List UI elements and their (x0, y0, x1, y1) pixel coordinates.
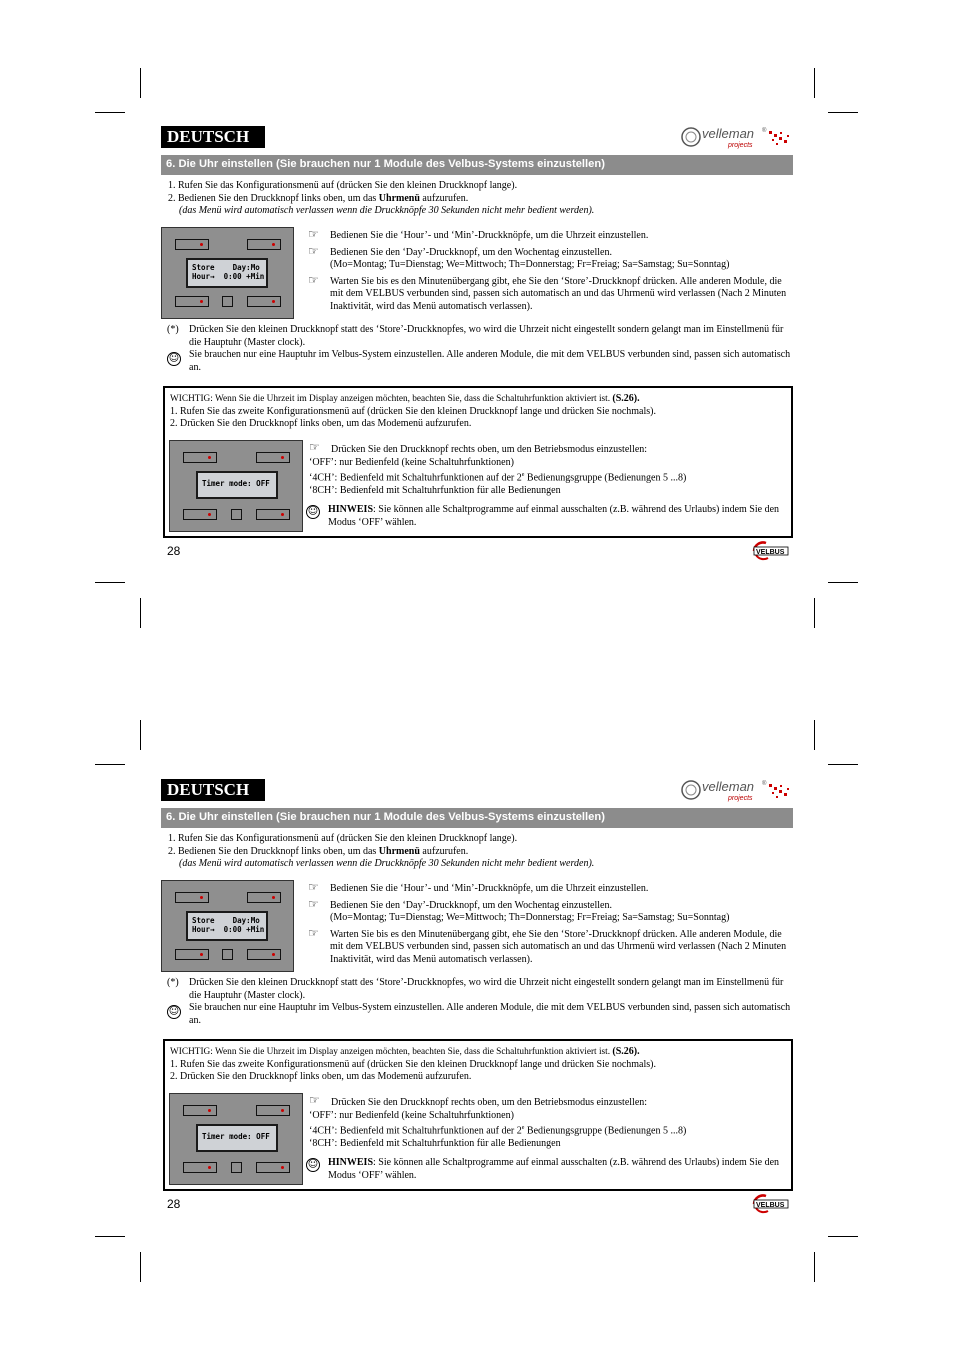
device-button (247, 296, 281, 307)
pointing-hand-icon: ☞ (309, 440, 320, 454)
device-small-button (222, 296, 233, 307)
lcd-display: Store Day:Mo Hour→ 0:00 +Min (186, 911, 268, 941)
crop-mark (828, 764, 858, 765)
footnote-label: (*) (167, 324, 179, 335)
svg-text:velleman: velleman (702, 779, 755, 794)
lcd-display: Timer mode: OFF (196, 471, 278, 499)
device-button (247, 949, 281, 960)
pointing-hand-icon: ☞ (308, 243, 319, 258)
device-button (183, 509, 217, 520)
footnote-label: (*) (167, 977, 179, 988)
important-box (163, 386, 793, 538)
mode-instruction: ☞ Drücken Sie den Druckknopf rechts oben, um den Betriebsmodus einzustellen: (309, 1093, 648, 1108)
device-button (183, 452, 217, 463)
lcd-display: Timer mode: OFF (196, 1124, 278, 1152)
mode-4ch: ‘4CH’: Bedienfeld mit Schaltuhrfunktionen auf der 2e Bedienungsgruppe (Bedienungen 5 ...8) (309, 1125, 687, 1137)
footnote (167, 324, 793, 374)
page-number: 28 (167, 1197, 181, 1211)
instruction-item: ☞ Warten Sie bis es den Minutenübergang gibt, ehe Sie den ‘Store’-Druckknopf drücken. Alle anderen Module, die mit dem VELBUS verbunden sind, passen sich automatisch an und das Uhrmenü wird verlassen (Nach 2 Minuten Inaktivität, wird das Menü automatisch verlassen). (308, 925, 787, 965)
crop-mark (828, 112, 858, 113)
mode-8ch: ‘8CH’: Bedienfeld mit Schaltuhrfunktion für alle Bedienungen (309, 1137, 561, 1149)
mode-8ch: ‘8CH’: Bedienfeld mit Schaltuhrfunktion für alle Bedienungen (309, 484, 561, 496)
crop-mark (814, 720, 815, 750)
device-button (175, 296, 209, 307)
velbus-logo (751, 1192, 791, 1214)
manual-page-top (161, 126, 793, 566)
pointing-hand-icon: ☞ (308, 880, 319, 894)
device-small-button (222, 949, 233, 960)
mode-4ch: ‘4CH’: Bedienfeld mit Schaltuhrfunktionen auf der 2e Bedienungsgruppe (Bedienungen 5 ...8) (309, 472, 687, 484)
mode-step-1: 1. Rufen Sie das zweite Konfigurationsmenü auf (drücken Sie den kleinen Druckknopf lange und drücken Sie nochmals). (170, 1058, 656, 1070)
smiley-note: Sie brauchen nur eine Hauptuhr im Velbus-System einzustellen. Alle anderen Module, die mit dem VELBUS verbunden sind, passen sich automatisch an. (189, 1002, 791, 1026)
crop-mark (140, 1252, 141, 1282)
velleman-logo (681, 124, 793, 150)
intro-step-2: 2. Bedienen Sie den Druckknopf links oben, um das Uhrmenü aufzurufen. (168, 845, 469, 857)
mode-step-1: 1. Rufen Sie das zweite Konfigurationsmenü auf (drücken Sie den kleinen Druckknopf lange und drücken Sie nochmals). (170, 405, 656, 417)
smiley-note: Sie brauchen nur eine Hauptuhr im Velbus-System einzustellen. Alle anderen Module, die mit dem VELBUS verbunden sind, passen sich automatisch an. (189, 349, 791, 373)
device-button (183, 1162, 217, 1173)
instruction-item: ☞ Warten Sie bis es den Minutenübergang gibt, ehe Sie den ‘Store’-Druckknopf drücken. Alle anderen Module, die mit dem VELBUS verbunden sind, passen sich automatisch an und das Uhrmenü wird verlassen (Nach 2 Minuten Inaktivität, wird das Menü automatisch verlassen). (308, 272, 787, 312)
device-button (175, 892, 209, 903)
svg-text:VELBUS: VELBUS (756, 549, 785, 556)
svg-text:projects: projects (728, 142, 753, 149)
device-button (175, 949, 209, 960)
device-button (256, 509, 290, 520)
crop-mark (140, 720, 141, 750)
smiley-icon: ☺ (307, 1159, 319, 1170)
mode-step-2: 2. Drücken Sie den Druckknopf links oben, um das Modemenü aufzurufen. (170, 418, 472, 429)
clock-menu-illustration (161, 227, 294, 319)
clock-instructions (308, 227, 793, 317)
crop-mark (95, 582, 125, 583)
clock-instructions (308, 880, 793, 970)
instruction-item: ☞ Bedienen Sie die ‘Hour’- und ‘Min’-Druckknöpfe, um die Uhrzeit einzustellen. (308, 880, 649, 894)
mode-options (309, 1093, 789, 1150)
section-heading: 6. Die Uhr einstellen (Sie brauchen nur 1 Module des Velbus-Systems einzustellen) (161, 155, 793, 175)
svg-text:®: ® (762, 781, 767, 787)
hinweis-note: HINWEIS: Sie können alle Schaltprogramme auf einmal ausschalten (z.B. während des Urlaubs) indem Sie den Modus ‘OFF’ wählen. (328, 1157, 780, 1181)
svg-text:®: ® (762, 128, 767, 134)
intro-step-1: 1. Rufen Sie das Konfigurationsmenü auf (drücken Sie den kleinen Druckknopf lange). (168, 833, 518, 844)
pointing-hand-icon: ☞ (308, 272, 319, 287)
pointing-hand-icon: ☞ (308, 925, 319, 940)
pointing-hand-icon: ☞ (308, 896, 319, 911)
intro-note: (das Menü wird automatisch verlassen wenn die Druckknöpfe 30 Sekunden nicht mehr bedient werden). (179, 205, 595, 216)
crop-mark (814, 1252, 815, 1282)
crop-mark (828, 1236, 858, 1237)
velleman-logo (681, 777, 793, 803)
svg-text:projects: projects (728, 795, 753, 802)
crop-mark (814, 598, 815, 628)
intro-steps (168, 180, 594, 218)
device-button (247, 892, 281, 903)
language-badge: DEUTSCH (161, 126, 265, 148)
hinweis-note: HINWEIS: Sie können alle Schaltprogramme auf einmal ausschalten (z.B. während des Urlaubs) indem Sie den Modus ‘OFF’ wählen. (328, 504, 780, 528)
important-note: WICHTIG: Wenn Sie die Uhrzeit im Display anzeigen möchten, beachten Sie, dass die Schaltuhrfunktion aktiviert ist. (S.26). (170, 1046, 640, 1057)
device-small-button (231, 509, 242, 520)
clock-menu-illustration (161, 880, 294, 972)
device-button (175, 239, 209, 250)
smiley-icon: ☺ (307, 506, 319, 517)
manual-page-bottom (161, 779, 793, 1219)
instruction-item: ☞ Bedienen Sie den ‘Day’-Druckknopf, um den Wochentag einzustellen. (Mo=Montag; Tu=Dienstag; We=Mittwoch; Th=Donnerstag; Fr=Freiag; Sa=Samstag; Su=Sonntag) (308, 243, 730, 270)
section-heading: 6. Die Uhr einstellen (Sie brauchen nur 1 Module des Velbus-Systems einzustellen) (161, 808, 793, 828)
footnote-text: Drücken Sie den kleinen Druckknopf statt des ‘Store’-Druckknopfes, wo wird die Uhrzeit nicht eingestellt sondern gelangt man im Einstellmenü für die Hauptuhr (Master clock). (189, 324, 784, 348)
mode-options (309, 440, 789, 497)
intro-note: (das Menü wird automatisch verlassen wenn die Druckknöpfe 30 Sekunden nicht mehr bedient werden). (179, 858, 595, 869)
device-button (256, 1162, 290, 1173)
device-button (256, 1105, 290, 1116)
intro-step-2: 2. Bedienen Sie den Druckknopf links oben, um das Uhrmenü aufzurufen. (168, 192, 469, 204)
intro-steps (168, 833, 594, 871)
footnote (167, 977, 793, 1027)
device-small-button (231, 1162, 242, 1173)
timer-mode-illustration (169, 1093, 303, 1185)
timer-mode-illustration (169, 440, 303, 532)
device-button (247, 239, 281, 250)
crop-mark (814, 68, 815, 98)
crop-mark (95, 112, 125, 113)
footnote-text: Drücken Sie den kleinen Druckknopf statt des ‘Store’-Druckknopfes, wo wird die Uhrzeit nicht eingestellt sondern gelangt man im Einstellmenü für die Hauptuhr (Master clock). (189, 977, 784, 1001)
svg-text:VELBUS: VELBUS (756, 1202, 785, 1209)
velbus-logo (751, 539, 791, 561)
mode-off: ‘OFF’: nur Bedienfeld (keine Schaltuhrfunktionen) (309, 456, 514, 468)
crop-mark (140, 598, 141, 628)
mode-off: ‘OFF’: nur Bedienfeld (keine Schaltuhrfunktionen) (309, 1109, 514, 1121)
mode-instruction: ☞ Drücken Sie den Druckknopf rechts oben, um den Betriebsmodus einzustellen: (309, 440, 648, 455)
important-box (163, 1039, 793, 1191)
svg-text:velleman: velleman (702, 126, 755, 141)
crop-mark (140, 68, 141, 98)
device-button (183, 1105, 217, 1116)
instruction-item: ☞ Bedienen Sie den ‘Day’-Druckknopf, um den Wochentag einzustellen. (Mo=Montag; Tu=Dienstag; We=Mittwoch; Th=Donnerstag; Fr=Freiag; Sa=Samstag; Su=Sonntag) (308, 896, 730, 923)
mode-step-2: 2. Drücken Sie den Druckknopf links oben, um das Modemenü aufzurufen. (170, 1071, 472, 1082)
crop-mark (95, 764, 125, 765)
lcd-display: Store Day:Mo Hour→ 0:00 +Min (186, 258, 268, 288)
intro-step-1: 1. Rufen Sie das Konfigurationsmenü auf (drücken Sie den kleinen Druckknopf lange). (168, 180, 518, 191)
page-number: 28 (167, 544, 181, 558)
crop-mark (95, 1236, 125, 1237)
important-note: WICHTIG: Wenn Sie die Uhrzeit im Display anzeigen möchten, beachten Sie, dass die Schaltuhrfunktion aktiviert ist. (S.26). (170, 393, 640, 404)
instruction-item: ☞ Bedienen Sie die ‘Hour’- und ‘Min’-Druckknöpfe, um die Uhrzeit einzustellen. (308, 227, 649, 241)
pointing-hand-icon: ☞ (309, 1093, 320, 1107)
language-badge: DEUTSCH (161, 779, 265, 801)
crop-mark (828, 582, 858, 583)
smiley-icon: ☺ (168, 353, 180, 364)
pointing-hand-icon: ☞ (308, 227, 319, 241)
device-button (256, 452, 290, 463)
smiley-icon: ☺ (168, 1006, 180, 1017)
